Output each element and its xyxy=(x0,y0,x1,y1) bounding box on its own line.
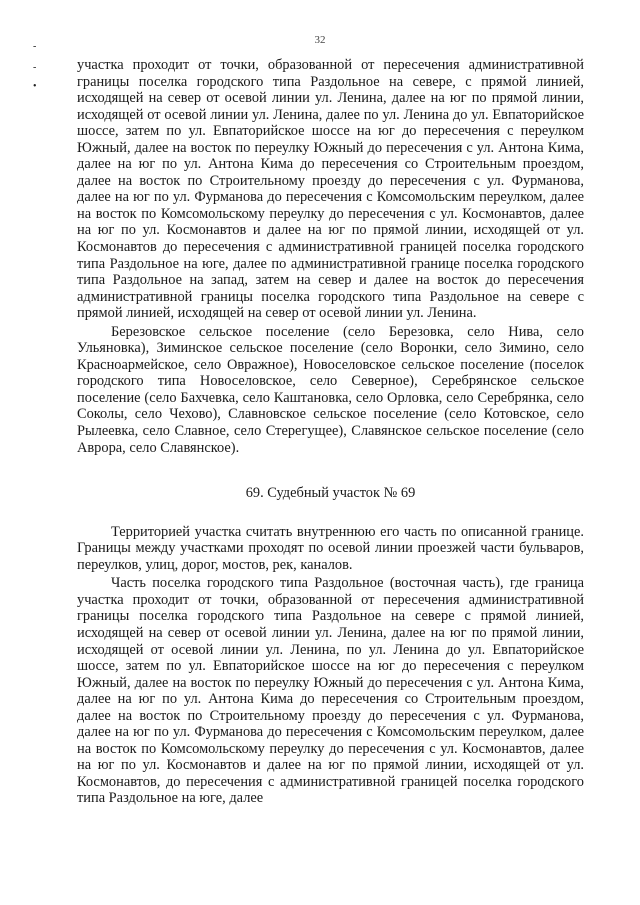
paragraph-territory: Территорией участка считать внутреннюю его часть по описанной границе. Границы между участками проходят по осевой линии проезжей части бульваров, переулков, улиц, дорог, мостов, рек, каналов. xyxy=(77,523,584,573)
paragraph-boundary-continuation: участка проходит от точки, образованной от пересечения административной границы поселка городского типа Раздольное на севере, с прямой линией, исходящей на север от осевой линии ул. Ленина, далее на юг по прямой линии, исходящей от осевой линии ул. Ленина, далее по ул. Ленина до ул. Евпаторийское шоссе, затем по ул. Евпаторийское шоссе на юг до пересечения с переулком Южный, далее на восток по переулку Южный до пересечения с ул. Антона Кима, далее на юг по ул. Антона Кима до пересечения со Строительным проездом, далее на восток по Строительному проезду до пересечения с ул. Фурманова, далее на юг по ул. Фурманова до пересечения с Комсомольским переулком, далее на восток по Комсомольскому переулку до пересечения с ул. Космонавтов, далее на юг по ул. Космонавтов и далее на юг по прямой линии, исходящей от ул. Космонавтов до пересечения с административной границей поселка городского типа Раздольное на юге, далее по административной границе поселка городского типа Раздольное на запад, затем на север и далее на восток до пересечения административной границы поселка городского типа Раздольное на севере с прямой линией, исходящей на север от осевой линии ул. Ленина. xyxy=(77,57,584,322)
section-heading: 69. Судебный участок № 69 xyxy=(245,485,416,502)
document-body xyxy=(77,57,584,807)
paragraph-boundary: Часть поселка городского типа Раздольное (восточная часть), где граница участка проходит от точки, образованной от пересечения административной границы поселка городского типа Раздольное на севере с прямой линией, исходящей на север от осевой линии ул. Ленина, далее на юг по прямой линии, исходящей от осевой линии ул. Ленина, по ул. Ленина до ул. Евпаторийское шоссе, затем по ул. Евпаторийское шоссе на юг до пересечения с переулком Южный, далее на восток по переулку Южный до пересечения с ул. Антона Кима, далее на юг по ул. Антона Кима до пересечения со Строительным проездом, далее на восток по Строительному проезду до пересечения с ул. Фурманова, далее на юг по ул. Фурманова до пересечения с Комсомольским переулком, далее на восток по Комсомольскому переулку до пересечения с ул. Космонавтов, далее на юг по ул. Космонавтов и далее на юг по прямой линии, исходящей от ул. Космонавтов, до пересечения с административной границей поселка городского типа Раздольное на юге, далее xyxy=(77,575,584,807)
margin-mark: - xyxy=(33,62,37,73)
page-number: 32 xyxy=(314,34,326,46)
margin-mark: • xyxy=(33,81,37,92)
margin-mark: - xyxy=(33,41,37,52)
paragraph-settlements: Березовское сельское поселение (село Березовка, село Нива, село Ульяновка), Зиминское сельское поселение (село Воронки, село Зимино, село Красноармейское, село Овражное), Новоселовское сельское поселение (поселок городского типа Новоселовское, село Северное), Серебрянское сельское поселение (село Бахчевка, село Каштановка, село Орловка, село Серебрянка, село Соколы, село Чехово), Славновское сельское поселение (село Котовское, село Рылеевка, село Славное, село Стерегущее), Славянское сельское поселение (село Аврора, село Славянское). xyxy=(77,323,584,456)
